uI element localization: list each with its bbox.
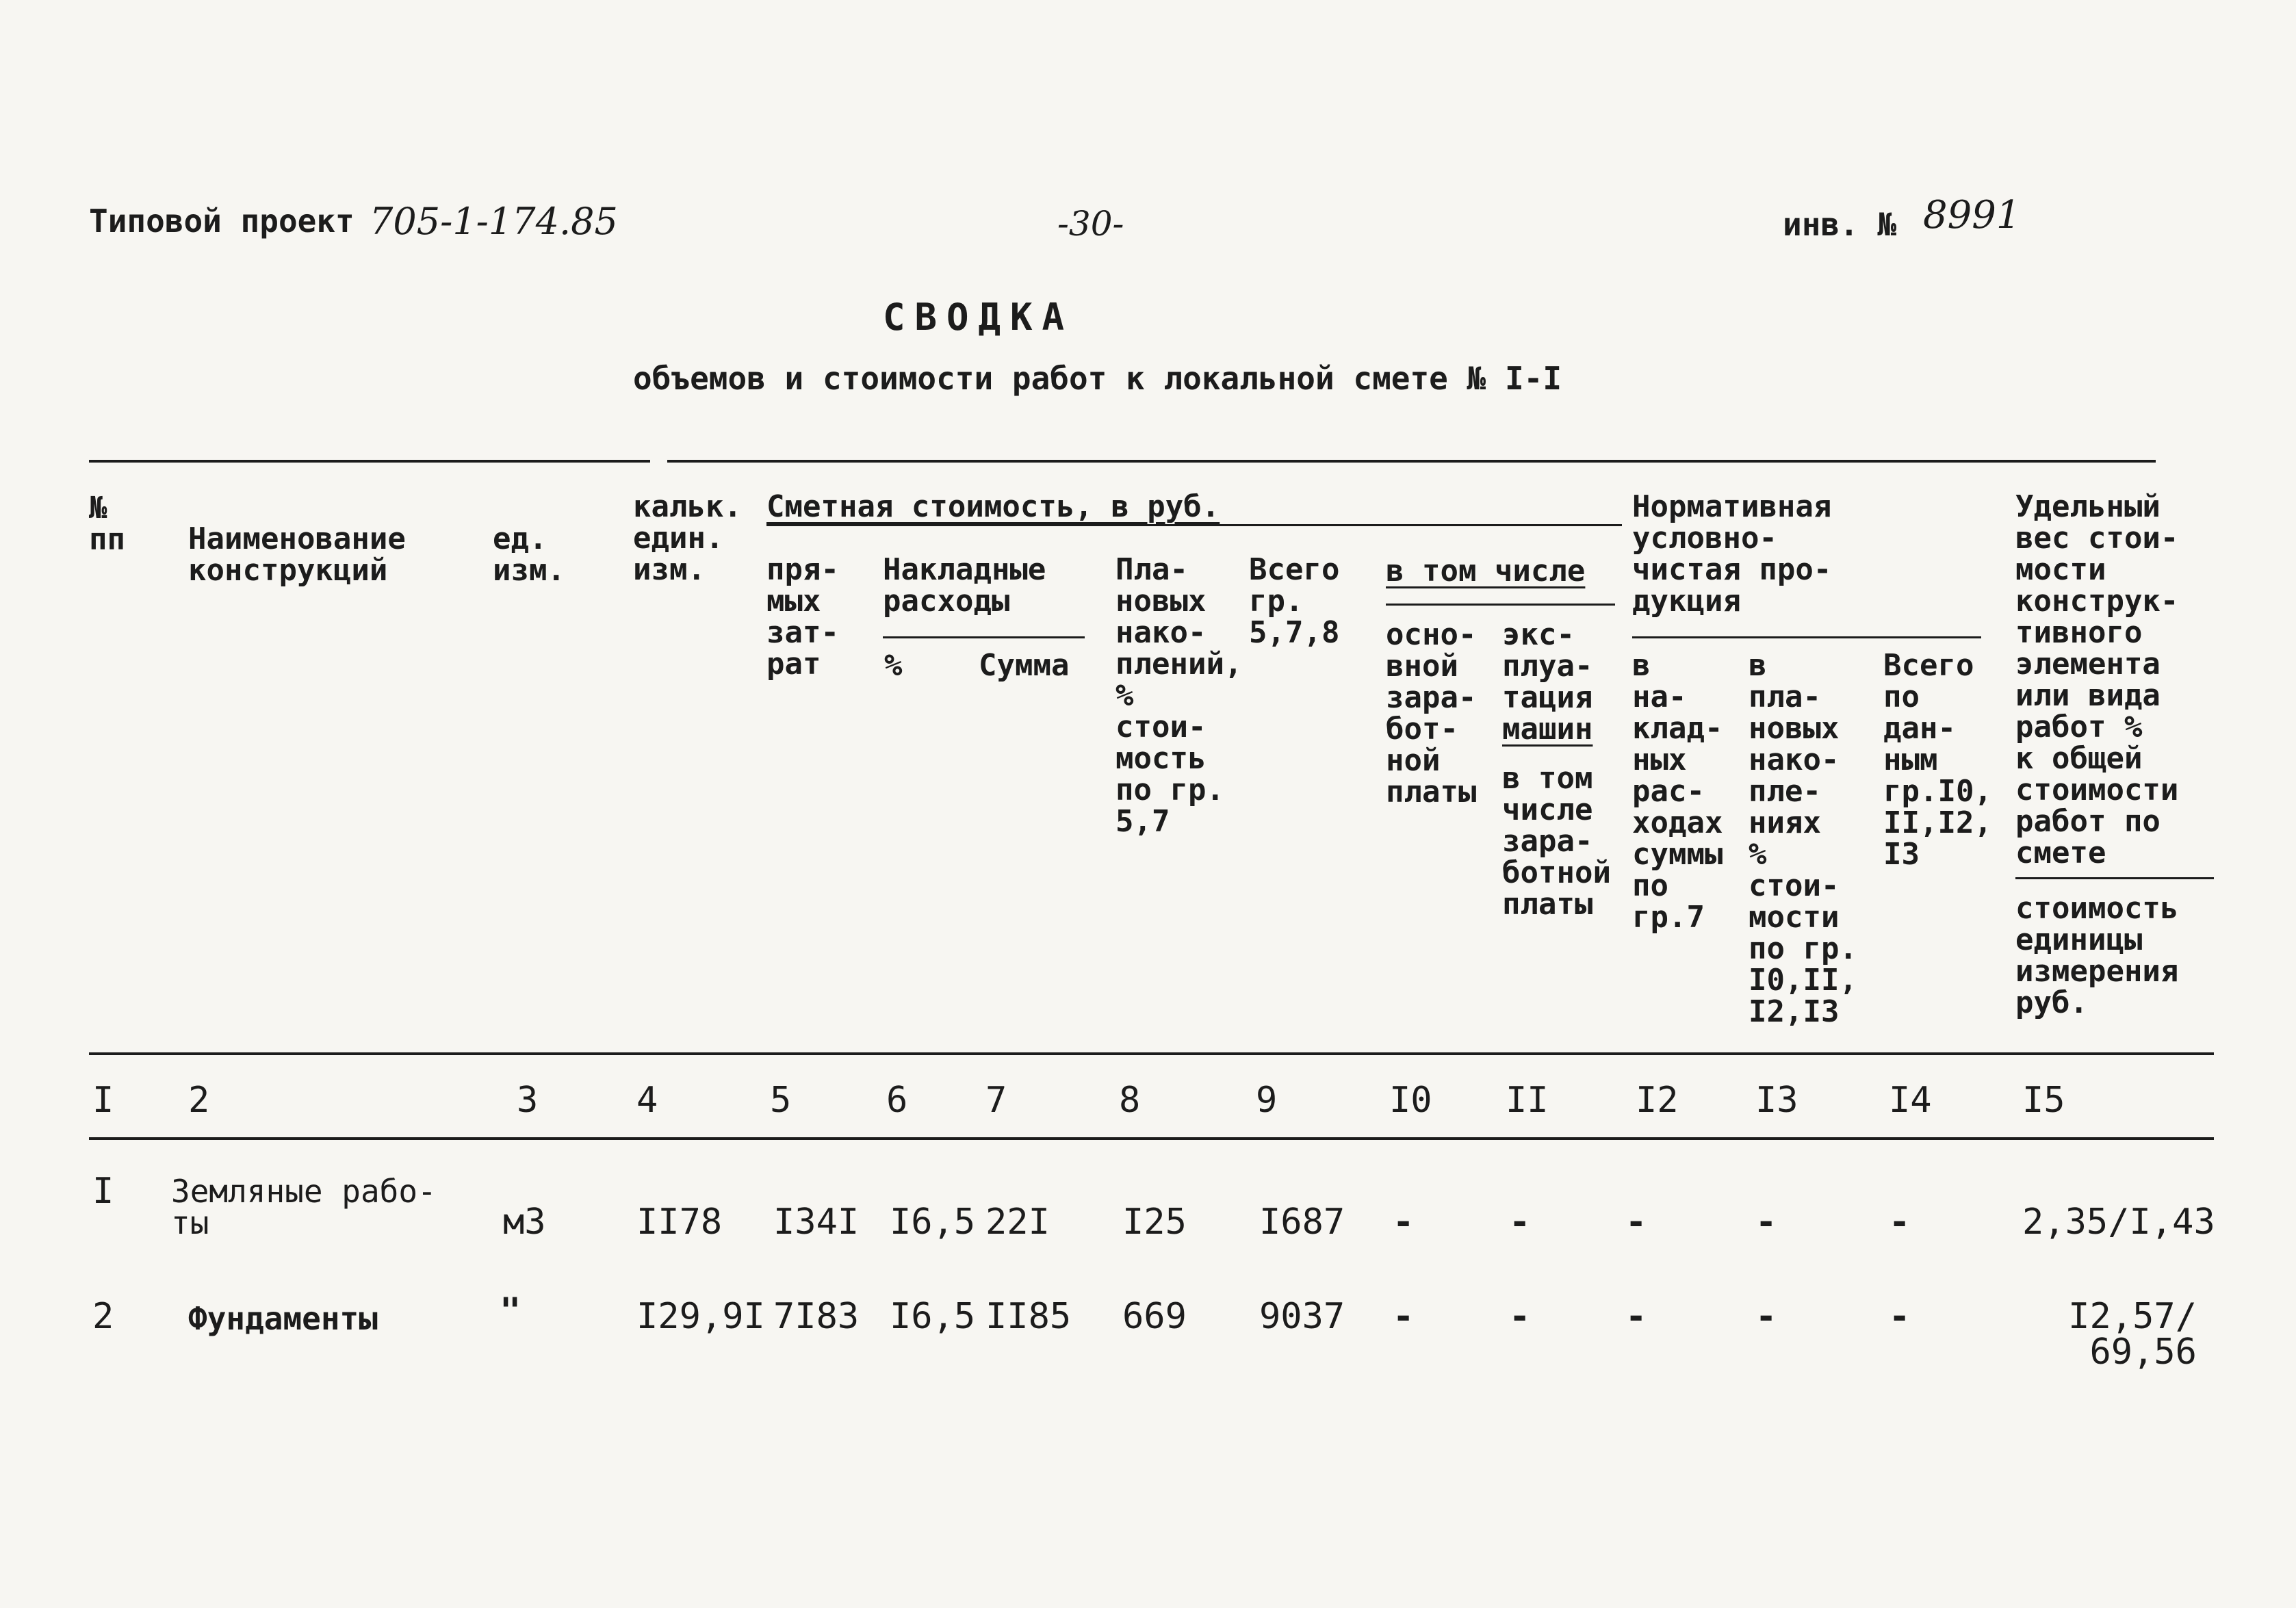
row2-number: 2 xyxy=(92,1296,114,1337)
row1-total: I687 xyxy=(1259,1202,1345,1243)
row1-c15: 2,35/I,43 xyxy=(2022,1202,2215,1243)
row2-direct: 7I83 xyxy=(773,1296,860,1337)
inv-label: инв. № xyxy=(1783,206,1897,243)
row1-c13: - xyxy=(1755,1202,1777,1243)
project-label: Типовой проект xyxy=(89,203,354,239)
header-col-overhead-sum: Сумма xyxy=(979,648,1070,683)
column-number-2: 2 xyxy=(188,1080,210,1121)
header-group-norm: Нормативная условно- чистая про- дукция xyxy=(1632,489,1832,619)
header-overhead: Накладные расходы xyxy=(883,552,1046,619)
row2-c12: - xyxy=(1625,1296,1647,1337)
table-top-rule-right xyxy=(667,460,2156,463)
column-number-7: 7 xyxy=(985,1080,1007,1121)
row1-overhead-pct: I6,5 xyxy=(890,1202,976,1243)
document-title: СВОДКА xyxy=(883,296,1074,339)
row2-total: 9037 xyxy=(1259,1296,1345,1337)
row1-c10: - xyxy=(1393,1202,1415,1243)
including-rule xyxy=(1386,604,1615,606)
group-norm-rule xyxy=(1632,636,1981,638)
row1-c14: - xyxy=(1889,1202,1911,1243)
header-col-machine-b: машин xyxy=(1502,712,1593,747)
inv-number: 8991 xyxy=(1923,193,2021,237)
row1-c12: - xyxy=(1625,1202,1647,1243)
row2-unit: " xyxy=(500,1291,521,1332)
column-number-10: I0 xyxy=(1389,1080,1432,1121)
row1-planned: I25 xyxy=(1122,1202,1187,1243)
header-col-unit-cost: стоимость единицы измерения руб. xyxy=(2015,891,2179,1020)
header-col-share: Удельный вес стои- мости конструк- тивного элемента или вида работ % к общей стоимости работ по смете xyxy=(2015,489,2179,870)
row2-planned: 669 xyxy=(1122,1296,1187,1337)
row2-c10: - xyxy=(1393,1296,1415,1337)
share-rule xyxy=(2015,877,2214,879)
column-number-4: 4 xyxy=(636,1080,658,1121)
overhead-rule xyxy=(883,636,1085,638)
table-top-rule-left xyxy=(89,460,650,463)
row1-name: Земляные рабо- ты xyxy=(171,1173,437,1241)
project-code: 705-1-174.85 xyxy=(370,200,618,243)
column-number-11: II xyxy=(1506,1080,1549,1121)
row1-unit: м3 xyxy=(503,1202,546,1243)
row2-overhead-sum: II85 xyxy=(985,1296,1072,1337)
row1-direct: I34I xyxy=(773,1202,860,1243)
row2-c13: - xyxy=(1755,1296,1777,1337)
header-col-norm-total: Всего по дан- ным гр.I0, II,I2, I3 xyxy=(1883,648,1992,872)
header-col-number: № пп xyxy=(89,491,125,557)
column-number-5: 5 xyxy=(770,1080,792,1121)
header-col-total: Всего гр. 5,7,8 xyxy=(1249,552,1340,650)
row2-c11: - xyxy=(1509,1296,1531,1337)
header-group-cost: Сметная стоимость, в руб. xyxy=(766,489,1220,524)
row2-c15: I2,57/ 69,56 xyxy=(2068,1296,2197,1373)
header-col-planned: Пла- новых нако- плений, % стои- мость по гр. 5,7 xyxy=(1115,552,1243,839)
column-number-8: 8 xyxy=(1119,1080,1141,1121)
column-number-12: I2 xyxy=(1636,1080,1679,1121)
column-numbers-rule xyxy=(89,1137,2214,1140)
column-number-6: 6 xyxy=(886,1080,908,1121)
header-col-direct: пря- мых зат- рат xyxy=(766,552,839,682)
column-number-14: I4 xyxy=(1889,1080,1932,1121)
document-subtitle: объемов и стоимости работ к локальной смете № I-I xyxy=(633,360,1562,397)
header-bottom-rule xyxy=(89,1052,2214,1055)
row1-overhead-sum: 22I xyxy=(985,1202,1050,1243)
header-col-norm-planned: в пла- новых нако- пле- ниях % стои- мости по гр. I0,II, I2,I3 xyxy=(1749,648,1857,1029)
page-number: -30- xyxy=(1057,204,1124,244)
row2-unit-cost: I29,9I xyxy=(636,1296,765,1337)
header-col-machine-wage: в том числе зара- ботной платы xyxy=(1502,761,1611,922)
header-col-name: Наименование конструкций xyxy=(188,521,406,588)
row1-c11: - xyxy=(1509,1202,1531,1243)
column-number-1: I xyxy=(92,1080,114,1121)
header-col-base-wage: осно- вной зара- бот- ной платы xyxy=(1386,617,1477,809)
header-col-unit: ед. изм. xyxy=(493,521,565,588)
row1-number: I xyxy=(92,1171,114,1212)
header-col-norm-overhead: в на- клад- ных рас- ходах суммы по гр.7 xyxy=(1632,648,1723,935)
row2-c14: - xyxy=(1889,1296,1911,1337)
row2-overhead-pct: I6,5 xyxy=(890,1296,976,1337)
row2-name: Фундаменты xyxy=(188,1300,378,1337)
column-number-13: I3 xyxy=(1755,1080,1798,1121)
column-number-15: I5 xyxy=(2022,1080,2065,1121)
header-col-calc-unit: кальк. един. изм. xyxy=(633,489,742,587)
column-number-3: 3 xyxy=(517,1080,539,1121)
header-col-machine-a: экс- плуа- тация xyxy=(1502,617,1593,715)
header-col-overhead-pct: % xyxy=(884,648,903,683)
column-number-9: 9 xyxy=(1256,1080,1278,1121)
header-including: в том числе xyxy=(1386,554,1586,588)
row1-unit-cost: II78 xyxy=(636,1202,723,1243)
group-cost-rule xyxy=(766,524,1622,526)
